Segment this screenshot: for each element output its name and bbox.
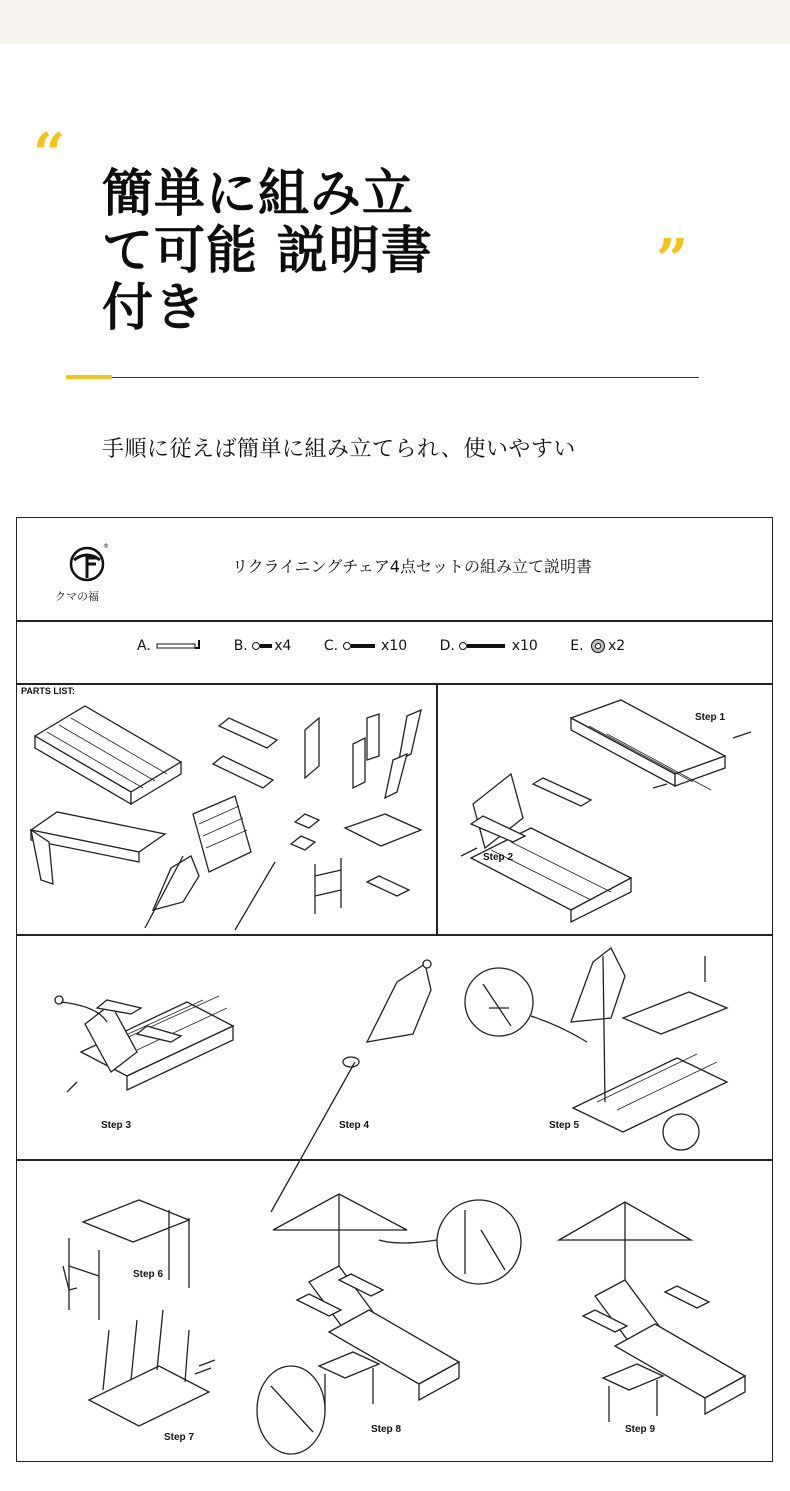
step-label: Step 3 xyxy=(101,1120,132,1131)
brand-name: クマの福 xyxy=(55,590,99,603)
step-label: Step 4 xyxy=(339,1120,370,1131)
step-3-5-illustration xyxy=(37,942,757,1142)
divider-accent xyxy=(66,375,112,379)
manual-divider xyxy=(436,683,438,934)
assembly-manual xyxy=(16,517,773,1462)
bolt-icon xyxy=(252,640,274,652)
headline-line: 簡単に組み立 xyxy=(102,165,415,224)
headline-line: て可能 説明書 xyxy=(102,222,433,281)
top-bar xyxy=(0,0,790,44)
subtitle: 手順に従えば簡単に組み立てられ、使いやすい xyxy=(102,437,576,462)
divider xyxy=(66,377,699,378)
part-a: A. xyxy=(137,638,201,654)
hex-key-icon xyxy=(155,639,201,653)
parts-list-label: PARTS LIST: xyxy=(21,686,75,696)
manual-title: リクライニングチェア4点セットの組み立て説明書 xyxy=(232,557,592,576)
close-quote-mark: ” xyxy=(656,227,689,293)
part-c: C. x10 xyxy=(323,638,408,654)
svg-text:®: ® xyxy=(103,543,109,550)
parts-row xyxy=(137,638,653,654)
step-label: Step 5 xyxy=(549,1120,580,1131)
manual-divider xyxy=(17,683,772,685)
step-label: Step 7 xyxy=(164,1432,195,1443)
part-e: E. x2 xyxy=(570,638,626,654)
step-label: Step 9 xyxy=(625,1424,656,1435)
brand-logo-icon xyxy=(65,540,109,586)
part-b: B. x4 xyxy=(233,638,292,654)
step-label: Step 8 xyxy=(371,1424,402,1435)
step-1-2-illustration xyxy=(441,696,771,932)
part-d: D. x10 xyxy=(439,638,538,654)
headline-line: 付き xyxy=(102,279,207,338)
headline xyxy=(102,166,442,337)
step-label: Step 6 xyxy=(133,1269,164,1280)
manual-divider xyxy=(17,934,772,936)
long-screw-icon xyxy=(459,640,507,652)
step-label: Step 1 xyxy=(695,712,726,723)
parts-list-illustration xyxy=(23,696,433,932)
step-6-9-illustration xyxy=(39,1170,759,1455)
manual-divider xyxy=(17,620,772,622)
step-label: Step 2 xyxy=(483,852,514,863)
nut-icon xyxy=(588,638,608,654)
screw-icon xyxy=(343,640,377,652)
open-quote-mark: “ xyxy=(33,121,66,187)
manual-divider xyxy=(17,1159,772,1161)
